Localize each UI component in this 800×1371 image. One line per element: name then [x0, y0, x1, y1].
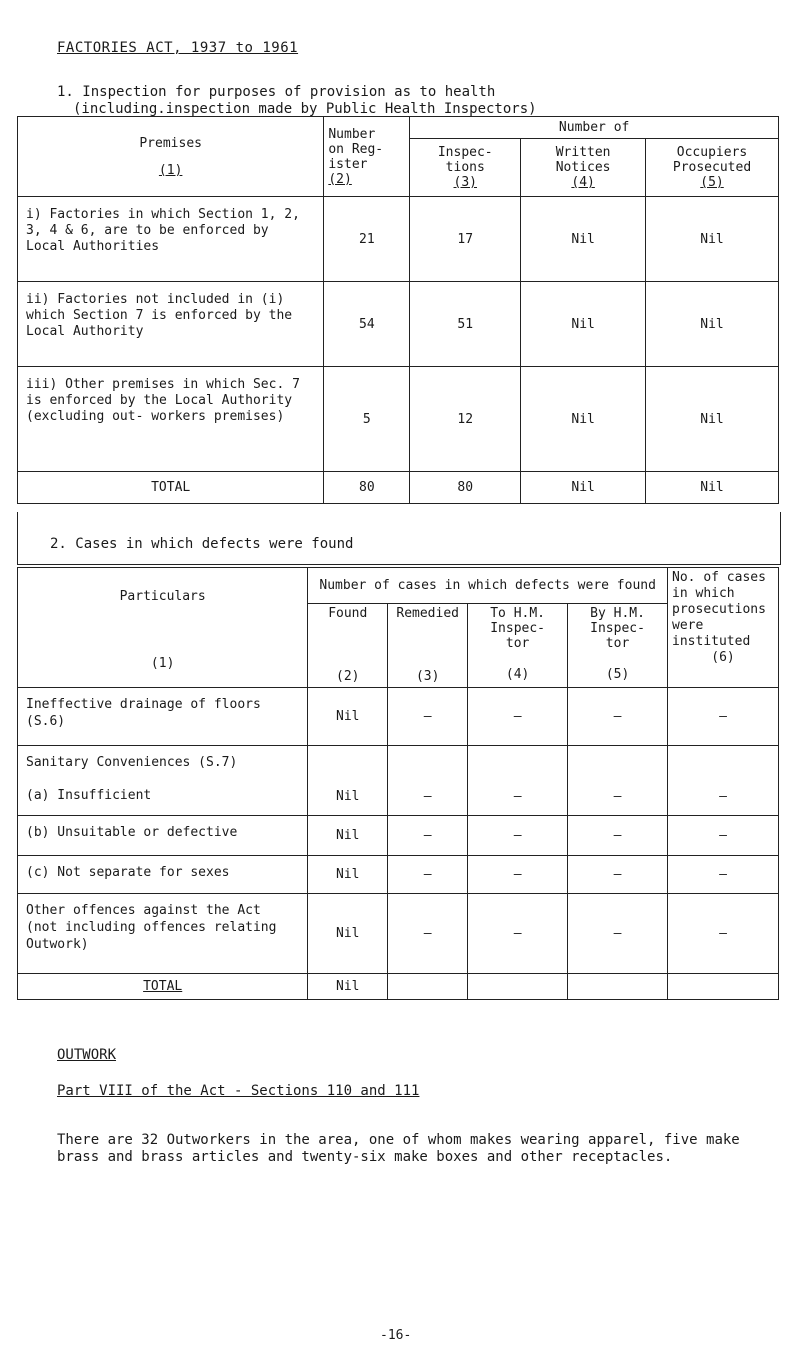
- cell-found: Nil: [308, 855, 388, 893]
- cell-by-hm: –: [568, 855, 668, 893]
- cell-prosecutions: –: [668, 893, 779, 973]
- cell-remedied: –: [388, 855, 468, 893]
- total-notices: Nil: [521, 472, 646, 504]
- col-prosecutions-num: (6): [711, 650, 735, 665]
- cell-register: 5: [324, 367, 410, 472]
- cell-notices: Nil: [521, 367, 646, 472]
- total-label-text: TOTAL: [143, 978, 183, 994]
- total-prosecuted: Nil: [646, 472, 779, 504]
- col-inspections-num: (3): [453, 175, 477, 190]
- row-label: ii) Factories not included in (i) which Section 7 is enforced by the Local Authority: [18, 282, 324, 367]
- cell-by-hm: –: [568, 815, 668, 855]
- table-row: [18, 815, 779, 855]
- col-register-num: (2): [328, 171, 352, 187]
- col-found-num: (2): [336, 669, 360, 684]
- cell-inspections: 12: [410, 367, 521, 472]
- table-row: [18, 855, 779, 893]
- cell-register: 54: [324, 282, 410, 367]
- cell-to-hm: –: [468, 893, 568, 973]
- section1-title-block: [57, 84, 537, 118]
- table-row: [18, 779, 779, 815]
- cell-to-hm: –: [468, 779, 568, 815]
- cell-register: 21: [324, 197, 410, 282]
- col-particulars-label: Particulars: [119, 588, 206, 604]
- cell-prosecutions: –: [668, 855, 779, 893]
- cell-remedied: –: [388, 815, 468, 855]
- col-remedied-label: Remedied: [396, 606, 459, 621]
- total-row: [18, 472, 779, 504]
- total-by-hm: [568, 973, 668, 999]
- outwork-heading: OUTWORK: [57, 1047, 117, 1063]
- cell-found: Nil: [308, 779, 388, 815]
- total-register: 80: [324, 472, 410, 504]
- col-prosecutions-header: [668, 568, 779, 688]
- cell-prosecutions: [668, 746, 779, 780]
- table-row: [18, 893, 779, 973]
- outwork-paragraph: There are 32 Outworkers in the area, one of whom makes wearing apparel, five make brass and brass articles and twenty-six make boxes and other receptacles.: [57, 1132, 740, 1165]
- row-label: i) Factories in which Section 1, 2, 3, 4 & 6, are to be enforced by Local Authorities: [18, 197, 324, 282]
- cell-found: Nil: [308, 688, 388, 746]
- table-row: [18, 367, 779, 472]
- row-label: (b) Unsuitable or defective: [18, 815, 308, 855]
- col-prosecutions-label: No. of cases in which prosecutions were instituted: [672, 570, 766, 649]
- page-number: -16-: [380, 1328, 412, 1343]
- col-remedied-header: [388, 604, 468, 688]
- outwork-part-heading: Part VIII of the Act - Sections 110 and 111: [57, 1083, 420, 1099]
- total-prosecutions: [668, 973, 779, 999]
- col-found-label: Found: [328, 606, 368, 621]
- col-to-hm-label: To H.M. Inspec- tor: [490, 606, 546, 651]
- cell-remedied: [388, 746, 468, 780]
- col-remedied-num: (3): [415, 669, 440, 684]
- col-notices-header: [521, 139, 646, 197]
- section1-subtitle: (including.inspection made by Public Health Inspectors): [73, 101, 537, 117]
- cell-by-hm: [568, 746, 668, 780]
- section1-title: 1. Inspection for purposes of provision as to health: [57, 84, 496, 100]
- cell-remedied: –: [388, 893, 468, 973]
- defects-table: [17, 567, 779, 1000]
- cell-by-hm: –: [568, 779, 668, 815]
- col-to-hm-num: (4): [505, 667, 530, 682]
- cell-to-hm: –: [468, 815, 568, 855]
- cell-inspections: 51: [410, 282, 521, 367]
- table-row: [18, 746, 779, 780]
- cell-found: Nil: [308, 815, 388, 855]
- col-by-hm-num: (5): [605, 667, 630, 682]
- col-found-header: [308, 604, 388, 688]
- cell-prosecutions: –: [668, 688, 779, 746]
- col-by-hm-label: By H.M. Inspec- tor: [590, 606, 645, 651]
- total-row: [18, 973, 779, 999]
- col-prosecuted-header: [646, 139, 779, 197]
- cell-by-hm: –: [568, 893, 668, 973]
- cell-remedied: –: [388, 688, 468, 746]
- col-register-label: Number on Reg- ister: [328, 126, 384, 172]
- cell-notices: Nil: [521, 282, 646, 367]
- cell-to-hm: [468, 746, 568, 780]
- col-particulars-header: [18, 568, 308, 688]
- col-premises-header: [18, 117, 324, 197]
- col-prosecuted-num: (5): [700, 175, 724, 190]
- cell-prosecutions: –: [668, 779, 779, 815]
- col-number-cases-header: Number of cases in which defects were found: [308, 568, 668, 604]
- cell-prosecuted: Nil: [646, 282, 779, 367]
- col-particulars-num: (1): [150, 655, 175, 671]
- cell-by-hm: –: [568, 688, 668, 746]
- row-label: iii) Other premises in which Sec. 7 is enforced by the Local Authority (excluding out- workers premises): [18, 367, 324, 472]
- col-notices-label: Written Notices: [555, 145, 611, 175]
- row-label: Sanitary Conveniences (S.7): [18, 746, 308, 780]
- col-register-header: [324, 117, 410, 197]
- row-label: (c) Not separate for sexes: [18, 855, 308, 893]
- cell-remedied: –: [388, 779, 468, 815]
- col-prosecuted-label: Occupiers Prosecuted: [672, 145, 752, 175]
- col-inspections-header: [410, 139, 521, 197]
- cell-prosecutions: –: [668, 815, 779, 855]
- cell-found: [308, 746, 388, 780]
- cell-prosecuted: Nil: [646, 367, 779, 472]
- row-label: Other offences against the Act (not including offences relating Outwork): [18, 893, 308, 973]
- table-row: [18, 282, 779, 367]
- row-label: (a) Insufficient: [18, 779, 308, 815]
- section2-title: 2. Cases in which defects were found: [50, 536, 354, 552]
- cell-to-hm: –: [468, 855, 568, 893]
- col-inspections-label: Inspec- tions: [437, 145, 493, 175]
- cell-to-hm: –: [468, 688, 568, 746]
- cell-found: Nil: [308, 893, 388, 973]
- cell-prosecuted: Nil: [646, 197, 779, 282]
- col-number-of-header: Number of: [410, 117, 779, 139]
- total-remedied: [388, 973, 468, 999]
- total-label: TOTAL: [18, 472, 324, 504]
- table-row: [18, 688, 779, 746]
- col-notices-num: (4): [571, 175, 595, 190]
- col-by-hm-header: [568, 604, 668, 688]
- cell-notices: Nil: [521, 197, 646, 282]
- col-premises-label: Premises: [139, 135, 202, 151]
- total-to-hm: [468, 973, 568, 999]
- row-label: Ineffective drainage of floors (S.6): [18, 688, 308, 746]
- total-inspections: 80: [410, 472, 521, 504]
- total-label: [18, 973, 308, 999]
- col-to-hm-header: [468, 604, 568, 688]
- total-found: Nil: [308, 973, 388, 999]
- document-heading: FACTORIES ACT, 1937 to 1961: [57, 40, 299, 56]
- table-row: [18, 197, 779, 282]
- inspection-table: [17, 116, 779, 504]
- col-premises-num: (1): [158, 162, 183, 178]
- cell-inspections: 17: [410, 197, 521, 282]
